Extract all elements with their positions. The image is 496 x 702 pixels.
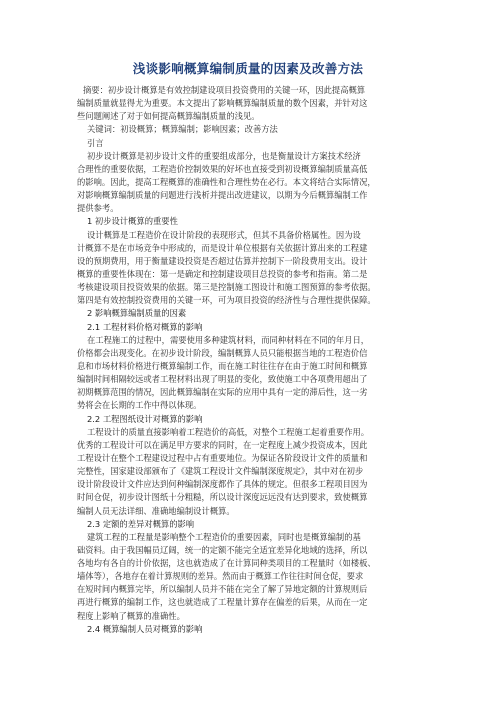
paragraph-line: 程度上影响了概算的准确性。 (77, 610, 185, 621)
section-heading-intro: 引言 (87, 137, 104, 148)
paragraph-line: 初步设计概算是初步设计文件的重要组成部分，也是衡量设计方案技术经济 (87, 150, 361, 161)
paragraph-line: 各地均有各自的计价依据，这也就造成了在计算同种类项目的工程量时（如楼板、 (77, 558, 376, 569)
paragraph-line: 考核建设项目投资效果的依据。第三是控制施工图设计和施工图预算的参考依据。 (77, 282, 376, 293)
paragraph-line: 础资料。由于我国幅员辽阔，统一的定额不能完全适宜差异化地域的选择，所以 (77, 544, 368, 555)
paragraph-line: 初期概算范围的情况，因此概算编制在实际的应用中具有一定的滞后性，这一劣 (77, 387, 368, 398)
paragraph-line: 优秀的工程设计可以在满足甲方要求的同时，在一定程度上减少投资成本，因此 (77, 439, 368, 450)
paragraph-line: 势将会在长期的工作中得以体现。 (77, 400, 202, 411)
abstract-line: 摘要：初步设计概算是有效控制建设项目投资费用的关键一环，因此提高概算 (83, 85, 366, 95)
paragraph-line: 工程设计的质量直接影响着工程造价的高低，对整个工程施工起着重要作用。 (87, 426, 370, 437)
paragraph-line: 计概算不是在市场竞争中形成的，而是设计单位根据有关依据计算出来的工程建 (77, 242, 368, 253)
keywords-line: 关键词：初设概算；概算编制；影响因素；改善方法 (87, 124, 278, 135)
paragraph-line: 设的预期费用，用于衡量建设投资是否超过估算并控制下一阶段费用支出。设计 (77, 255, 368, 266)
paragraph-line: 对影响概算编制质量的问题进行浅析并提出改进建议，以期为今后概算编制工作 (77, 190, 368, 201)
document-body (77, 84, 429, 636)
paragraph-line: 在工程施工的过程中，需要使用多种建筑材料，而同种材料在不同的年月日， (87, 334, 370, 345)
subsection-heading: 2.1 工程材料价格对概算的影响 (87, 321, 203, 332)
paragraph-line: 设计阶段设计文件应达到何种编制深度都作了具体的规定。但很多工程项目因为 (77, 479, 368, 490)
paragraph-line: 的影响。因此，提高工程概算的准确性和合理性势在必行。本文将结合实际情况， (77, 176, 376, 187)
abstract-line: 编制质量就显得尤为重要。本文提出了影响概算编制质量的数个因素，并针对这 (77, 98, 368, 109)
paragraph-line: 第四是有效控制投资费用的关键一环，可为项目投资的经济性与合理性提供保障。 (77, 295, 376, 306)
paragraph-line: 工程设计在整个工程建设过程中占有重要地位。为保证各阶段设计文件的质量和 (77, 452, 368, 463)
section-heading: 2 影响概算编制质量的因素 (87, 308, 187, 319)
paragraph-line: 墙体等），各地存在着计算规则的差异。然而由于概算工作往往时间仓促，要求 (77, 571, 364, 582)
document-title: 浅谈影响概算编制质量的因素及改善方法 (132, 61, 364, 76)
paragraph-line: 编制人员无法详细、准确地编制设计概算。 (77, 505, 235, 516)
paragraph-line: 概算的重要性体现在：第一是确定和控制建设项目总投资的参考和指南。第二是 (77, 268, 368, 279)
paragraph-line: 建筑工程的工程量是影响整个工程造价的重要因素，同时也是概算编制的基 (87, 531, 361, 542)
paragraph-line: 提供参考。 (77, 203, 119, 214)
paragraph-line: 在短时间内概算完毕，所以编制人员并不能在完全了解了异地定额的计算规则后 (77, 584, 368, 595)
section-heading: 1 初步设计概算的重要性 (87, 216, 178, 227)
subsection-heading: 2.4 概算编制人员对概算的影响 (87, 623, 203, 634)
subsection-heading: 2.2 工程图纸设计对概算的影响 (87, 413, 203, 424)
paragraph-line: 编制时间相隔较远或者工程材料出现了明显的变化，致使施工中各项费用超出了 (77, 374, 368, 385)
abstract-line: 些问题阐述了对于如何提高概算编制质量的浅见。 (77, 111, 260, 122)
subsection-heading: 2.3 定额的差异对概算的影响 (87, 518, 195, 529)
paragraph-line: 价格都会出现变化。在初步设计阶段，编制概算人员只能根据当地的工程造价信 (77, 347, 368, 358)
paragraph-line: 完整性，国家建设部颁布了《建筑工程设计文件编制深度规定》，其中对在初步 (77, 466, 364, 477)
paragraph-line: 合理性的重要依据，工程造价控制效果的好坏也直接受到初设概算编制质量高低 (77, 163, 368, 174)
paragraph-line: 时间仓促，初步设计图纸十分粗糙，所以设计深度远远没有达到要求，致使概算 (77, 492, 368, 503)
paragraph-line: 设计概算是工程造价在设计阶段的表现形式，但其不具备价格属性。因为设 (87, 229, 361, 240)
paragraph-line: 再进行概算的编制工作，这也就造成了工程量计算存在偏差的后果，从而在一定 (77, 597, 368, 608)
paragraph-line: 息和市场材料价格进行概算编制工作，而在施工时往往存在由于施工时间和概算 (77, 360, 368, 371)
